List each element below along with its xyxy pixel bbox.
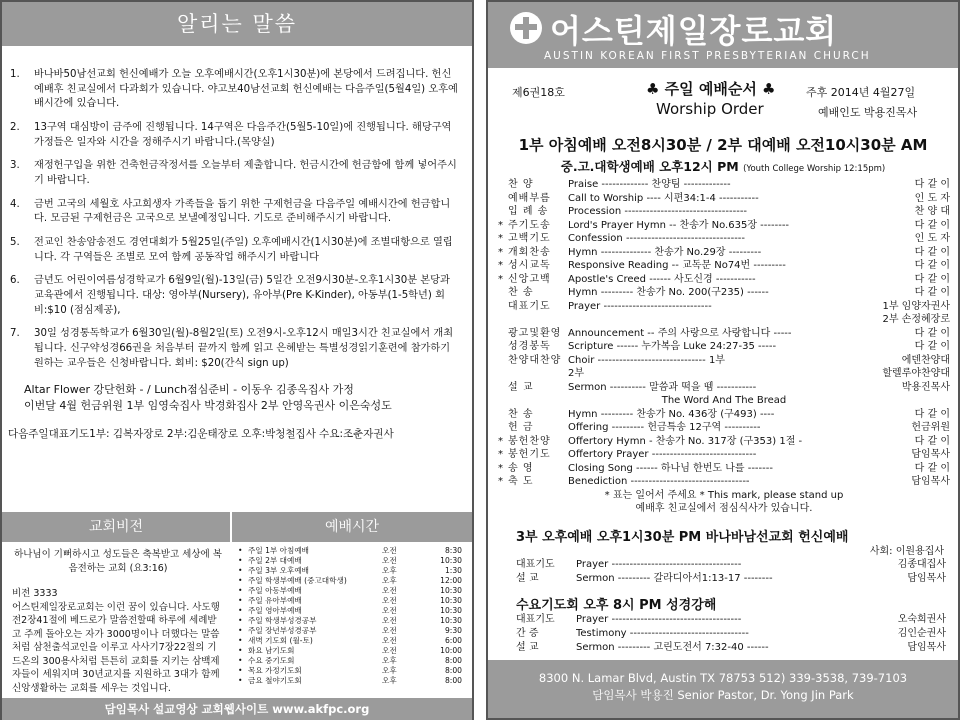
program-item-responsible: 김종대집사 (897, 558, 946, 570)
stand-mark: * (498, 233, 503, 244)
order-row (498, 448, 950, 462)
time-ampm: 오전 (382, 636, 397, 645)
order-item-korean: 예배부름 (508, 192, 551, 204)
bullet-icon: • (238, 626, 243, 635)
order-item-english: Offertory Prayer ----------------------------- (568, 449, 757, 460)
time-value: 10:30 (440, 556, 462, 565)
notice-item (10, 274, 458, 318)
time-value: 6:00 (444, 636, 462, 645)
time-row (238, 576, 468, 586)
wednesday-heading: 수요기도회 오후 8시 PM 성경강해 (516, 597, 717, 613)
program-item-english: Sermon --------- 고린도전서 7:32-40 ------ (576, 641, 769, 653)
order-row (498, 300, 950, 314)
time-ampm: 오전 (382, 546, 397, 555)
order-row (498, 475, 950, 489)
order-row (498, 273, 950, 287)
order-item-korean: 봉헌찬양 (508, 435, 551, 447)
time-value: 10:30 (440, 606, 462, 615)
time-service-name: 금요 철야기도회 (248, 676, 302, 685)
bullet-icon: • (238, 616, 243, 625)
time-row (238, 676, 468, 686)
time-service-name: 주일 2부 대예배 (248, 556, 302, 565)
order-list-part1 (498, 178, 950, 394)
church-header (488, 2, 958, 68)
order-item-responsible: 인 도 자 (914, 233, 950, 244)
stand-mark (498, 327, 508, 341)
order-item-korean: 헌 금 (508, 422, 534, 433)
program-item-responsible: 담임목사 (907, 572, 946, 584)
order-item-english: Confession --------------------------------- (568, 233, 746, 244)
time-row (238, 546, 468, 556)
order-item-responsible: 찬 양 대 (914, 206, 950, 217)
time-row (238, 626, 468, 636)
vision-3333-text: 어스틴제일장로교회는 이런 꿈이 있습니다. 사도행전2장41절에 베드로가 말씀전할때 하루에 세례받고 주께 돌아오는 자가 3000명이나 더했다는 말씀처럼 삼천출석교인을 이루고 사사기7장22절의 기드온의 300용사처럼 튼튼히 교회를 지키는 삼백제자들이 세워지며 30년교지를 지원하고 3대가 함께 신앙생활하는 교회를 세우는 것입니다. (12, 601, 220, 694)
order-row (498, 354, 950, 368)
notice-item (10, 198, 458, 227)
time-value: 10:00 (440, 646, 462, 655)
order-item-korean: 신앙고백 (508, 273, 551, 285)
cross-logo-icon (510, 12, 542, 44)
order-item-korean: 대표기도 (508, 300, 551, 312)
notice-text: 13구역 대심방이 금주에 진행됩니다. 14구역은 다음주간(5월5-10일)에 진행됩니다. 해당구역 가정들은 일자와 시간을 정해주시기 바랍니다.(목양실) (34, 121, 452, 148)
order-item-english: Lord's Prayer Hymn -- 찬송가 No.635장 -------- (568, 219, 790, 231)
time-ampm: 오후 (382, 566, 397, 575)
stand-mark (498, 340, 508, 354)
program-item-english: Sermon --------- 갈라디아서1:13-17 -------- (576, 572, 773, 584)
order-item-english: Choir ------------------------------ 1부 (568, 354, 725, 366)
time-value: 8:00 (444, 656, 462, 665)
stand-mark (498, 300, 508, 314)
stand-mark (498, 408, 508, 422)
stand-mark: * (498, 273, 503, 285)
notice-number: 6. (10, 275, 20, 287)
order-item-responsible: 다 같 이 (914, 219, 950, 231)
notice-list (2, 46, 472, 371)
order-item-responsible: 인 도 자 (914, 192, 950, 204)
time-row (238, 616, 468, 626)
notice-title: 알리는 말씀 (2, 2, 472, 46)
church-contact-footer (488, 660, 958, 718)
order-item-korean: 축 도 (508, 476, 534, 487)
notice-number: 1. (10, 69, 20, 80)
program-row (488, 627, 958, 641)
altar-flower-line: Altar Flower 강단헌화 - / Lunch점심준비 - 이동우 김종옥집사 가정 (24, 383, 354, 397)
order-row (498, 381, 950, 395)
time-service-name: 목요 가정기도회 (248, 666, 302, 675)
worship-order-panel (486, 0, 960, 720)
program-item-responsible: 오숙희권사 (897, 613, 946, 625)
order-item-english: Offering --------- 헌금특송 12구역 ---------- (568, 422, 761, 433)
time-row (238, 636, 468, 646)
notice-item (10, 68, 458, 112)
order-item-responsible: 2부 손정혜장로 (882, 314, 950, 325)
time-service-name: 주일 장년부성경공부 (248, 626, 317, 635)
order-item-responsible: 헌금위원 (911, 422, 950, 433)
order-title: ♣ 주일 예배순서 ♣ (646, 80, 776, 98)
order-item-korean: 송 영 (508, 462, 534, 474)
notice-number: 2. (10, 121, 20, 133)
order-item-english: Responsive Reading -- 교독문 No74번 --------- (568, 260, 786, 271)
order-item-korean: 설 교 (508, 381, 534, 393)
program-item-korean: 설 교 (516, 641, 539, 653)
time-ampm: 오후 (382, 676, 397, 685)
notice-text: 전교인 찬송암송전도 경연대회가 5월25일(주일) 오후예배시간(1시30분)에 조별대항으로 열립니다. 각 구역들은 조별로 모여 함께 공동작업 해주시기 바랍니다 (34, 237, 453, 263)
notice-number: 5. (10, 237, 20, 249)
order-row (498, 259, 950, 273)
order-item-korean: 주기도송 (508, 219, 551, 231)
order-row (498, 178, 950, 192)
bullet-icon: • (238, 636, 243, 645)
bullet-icon: • (238, 586, 243, 595)
time-ampm: 오전 (382, 596, 397, 605)
bullet-icon: • (238, 556, 243, 565)
order-title-english: Worship Order (656, 100, 764, 118)
time-service-name: 주일 3부 오후예배 (248, 566, 310, 575)
time-ampm: 오전 (382, 586, 397, 595)
time-row (238, 606, 468, 616)
time-ampm: 오후 (382, 656, 397, 665)
time-row (238, 646, 468, 656)
order-item-english: Offertory Hymn - 찬송가 No. 317장 (구353) 1절 - (568, 435, 803, 447)
order-item-english: Closing Song ------ 하나님 한번도 나를 ------- (568, 462, 773, 474)
program-item-korean: 간 증 (516, 627, 539, 639)
order-item-english: Announcement -- 주의 사랑으로 사랑합니다 ----- (568, 327, 792, 339)
lunch-note: 예배후 친교실에서 점심식사가 있습니다. (635, 503, 813, 514)
notice-panel (0, 0, 474, 720)
order-item-english: Praise ------------- 찬양팀 ------------- (568, 179, 731, 190)
youth-service-label: 중.고.대학생예배 오후12시 PM (560, 159, 739, 174)
order-item-english: Prayer ------------------------------ (568, 300, 712, 312)
order-item-english: Call to Worship ---- 시편34:1-4 ----------- (568, 192, 759, 204)
worship-leader: 예배인도 박용진목사 (818, 106, 918, 119)
time-ampm: 오전 (382, 626, 397, 635)
notice-item (10, 121, 458, 150)
time-service-name: 수요 중기도회 (248, 656, 295, 665)
time-service-name: 주일 아동부예배 (248, 586, 302, 595)
order-item-responsible: 다 같 이 (914, 341, 950, 352)
church-vision (2, 512, 230, 698)
program-item-english: Testimony --------------------------------- (576, 627, 749, 639)
vision-and-times (2, 512, 472, 720)
time-value: 8:00 (444, 666, 462, 675)
time-ampm: 오전 (382, 616, 397, 625)
church-address: 8300 N. Lamar Blvd, Austin TX 78753 512) 339-3538, 739-7103 (538, 671, 908, 685)
stand-mark (498, 313, 508, 327)
order-row (498, 421, 950, 435)
bullet-icon: • (238, 546, 243, 555)
time-value: 10:30 (440, 616, 462, 625)
stand-mark: * (498, 435, 503, 447)
order-item-responsible: 다 같 이 (914, 179, 950, 190)
order-item-korean: 성경봉독 (508, 341, 551, 352)
program-row (488, 641, 958, 655)
service-date: 주후 2014년 4월27일 (806, 86, 916, 99)
order-row (498, 313, 950, 327)
order-row (498, 246, 950, 260)
order-row (498, 205, 950, 219)
bullet-icon: • (238, 566, 243, 575)
order-item-korean: 봉헌기도 (508, 449, 551, 460)
service-1-2-heading: 1부 아침예배 오전8시30분 / 2부 대예배 오전10시30분 AM (518, 136, 928, 154)
stand-mark: * (498, 246, 503, 258)
notice-number: 3. (10, 160, 20, 172)
order-item-korean: 광고및환영 (508, 327, 562, 339)
order-item-korean: 성시교독 (508, 260, 551, 271)
order-item-english: Apostle's Creed ------ 사도신경 ----------- (568, 273, 756, 285)
notice-item (10, 236, 458, 265)
program-item-responsible: 담임목사 (907, 641, 946, 653)
time-service-name: 주일 학생부성경공부 (248, 616, 317, 625)
notice-text: 바나바50남선교회 헌신예배가 오늘 오후예배시간(오후1시30분)에 본당에서 드려집니다. 헌신예배후 친교실에서 다과회가 있습니다. 야고보40남선교회 헌신예배는 다음주일(5월4일) 오후예배시간에 있습니다. (34, 69, 458, 110)
order-item-responsible: 다 같 이 (914, 462, 950, 474)
order-item-korean: 개회찬송 (508, 246, 551, 258)
time-value: 10:30 (440, 596, 462, 605)
order-list-part2 (498, 408, 950, 489)
time-service-name: 주일 1부 아침예배 (248, 546, 310, 555)
time-service-name: 새벽 기도회 (월-토) (248, 636, 313, 645)
time-service-name: 주일 학생부예배 (중고대학생) (248, 576, 347, 585)
order-item-korean: 찬 송 (508, 408, 534, 420)
wednesday-rows (488, 613, 958, 655)
time-service-name: 주일 영아부예배 (248, 606, 302, 615)
notice-item (10, 159, 458, 188)
stand-mark (498, 421, 508, 435)
order-item-english: Hymn -------------- 찬송가 No.29장 --------- (568, 246, 762, 258)
time-row (238, 566, 468, 576)
order-item-english (568, 313, 868, 327)
order-item-responsible: 1부 임양자권사 (882, 300, 950, 312)
notice-text: 재정헌구입을 위한 건축헌금작정서를 오늘부터 제출합니다. 헌금시간에 헌금함에 함께 넣어주시기 바랍니다. (34, 160, 457, 186)
volume-number: 제6권18호 (512, 86, 565, 99)
time-value: 10:30 (440, 586, 462, 595)
bullet-icon: • (238, 646, 243, 655)
time-value: 8:30 (444, 546, 462, 555)
stand-mark (498, 205, 508, 219)
order-item-responsible: 담임목사 (911, 476, 950, 487)
website-footer[interactable]: 담임목사 설교영상 교회웹사이트 www.akfpc.org (2, 698, 472, 720)
order-item-responsible: 다 같 이 (914, 327, 950, 339)
program-row (488, 572, 958, 586)
time-ampm: 오전 (382, 606, 397, 615)
program-item-english: Prayer ------------------------------------ (576, 558, 742, 570)
program-item-responsible: 김인순권사 (897, 627, 946, 639)
bullet-icon: • (238, 676, 243, 685)
bullet-icon: • (238, 606, 243, 615)
order-row (498, 408, 950, 422)
time-row (238, 656, 468, 666)
stand-mark (498, 286, 508, 300)
order-row (498, 367, 950, 381)
time-value: 12:00 (440, 576, 462, 585)
order-item-responsible: 담임목사 (911, 449, 950, 460)
stand-mark: * (498, 219, 503, 231)
notice-text: 금년도 어린이여름성경학교가 6월9일(월)-13일(금) 5일간 오전9시30분-오후1시30분 본당과 교육관에서 진행됩니다. 대상: 영아부(Nursery), 유아부(Pre K-Kinder), 아동부(1-5학년) 회비:$10 (점심제공), (34, 275, 450, 316)
time-row (238, 666, 468, 676)
church-name-english: AUSTIN KOREAN FIRST PRESBYTERIAN CHURCH (544, 50, 871, 62)
vision-body (2, 542, 230, 695)
time-value: 1:30 (444, 566, 462, 575)
order-item-english: Benediction --------------------------------- (568, 476, 750, 487)
order-item-english: Sermon ---------- 말씀과 떡을 뗌 ----------- (568, 381, 757, 393)
order-row (498, 286, 950, 300)
notice-number: 4. (10, 198, 20, 210)
stand-mark (498, 192, 508, 206)
time-ampm: 오후 (382, 666, 397, 675)
time-row (238, 596, 468, 606)
program-row (488, 558, 958, 572)
vision-title: 교회비전 (2, 512, 230, 542)
program-item-korean: 설 교 (516, 572, 539, 584)
order-item-korean: 찬양대찬양 (508, 354, 562, 366)
order-item-korean (508, 367, 568, 381)
time-ampm: 오전 (382, 646, 397, 655)
vision-verse: 하나님이 기뻐하시고 성도들은 축복받고 세상에 복음전하는 교회 (요3:16) (14, 549, 222, 574)
order-row (498, 192, 950, 206)
youth-service-heading (488, 157, 958, 175)
stand-mark (498, 178, 508, 192)
order-rows (488, 175, 958, 516)
order-row (498, 340, 950, 354)
program-row (488, 613, 958, 627)
time-value: 8:00 (444, 676, 462, 685)
order-item-english: Scripture ------ 누가복음 Luke 24:27-35 ----- (568, 341, 777, 352)
order-row (498, 462, 950, 476)
stand-mark: * (498, 462, 503, 474)
youth-service-english: (Youth College Worship 12:15pm) (743, 164, 886, 174)
order-item-korean: 찬 양 (508, 179, 534, 190)
times-title: 예배시간 (232, 512, 472, 542)
stand-mark: * (498, 260, 503, 271)
order-item-responsible: 다 같 이 (914, 273, 950, 285)
order-row (498, 435, 950, 449)
order-row (498, 219, 950, 233)
order-item-english: 2부 (568, 368, 585, 379)
next-week-prayer: 다음주일대표기도1부: 김복자장로 2부:김운태장로 오후:박청철집사 수요:조춘자권사 (8, 428, 394, 441)
order-item-responsible: 에덴찬양대 (901, 354, 950, 366)
bullet-icon: • (238, 576, 243, 585)
order-item-korean (508, 313, 568, 327)
stand-mark: * (498, 449, 503, 460)
order-item-responsible: 다 같 이 (914, 260, 950, 271)
time-ampm: 오후 (382, 576, 397, 585)
order-item-korean: 입 례 송 (508, 206, 549, 217)
senior-pastor: 담임목사 박용진 Senior Pastor, Dr. Yong Jin Park (592, 688, 854, 702)
bullet-icon: • (238, 666, 243, 675)
stand-mark (498, 367, 508, 381)
order-row (498, 327, 950, 341)
program-item-korean: 대표기도 (516, 558, 555, 570)
times-list (232, 542, 472, 686)
order-item-english: Hymn --------- 찬송가 No. 200(구235) ------ (568, 287, 769, 298)
worship-times (232, 512, 472, 698)
time-service-name: 화요 남기도회 (248, 646, 295, 655)
program-item-korean: 대표기도 (516, 613, 555, 625)
order-item-responsible: 다 같 이 (914, 246, 950, 258)
order-item-english: Hymn --------- 찬송가 No. 436장 (구493) ---- (568, 408, 775, 420)
stand-mark (498, 354, 508, 368)
service-3-heading: 3부 오후예배 오후1시30분 PM 바나바남선교회 헌신예배 (516, 529, 849, 545)
bullet-icon: • (238, 656, 243, 665)
offering-committee-line: 이번달 4월 헌금위원 1부 임영숙집사 박경화집사 2부 안영옥권사 이은숙성도 (24, 399, 392, 413)
order-item-korean: 고백기도 (508, 233, 551, 244)
notice-text: 30일 성경통독학교가 6월30일(월)-8월2일(토) 오전9시-오후12시 매일3시간 친교실에서 개최됩니다. 신구약성경66권을 처음부터 끝까지 함께 읽고 은혜받는 특별성경읽기훈련에 참가하기 원하는 교우들은 신청바랍니다. 회비: $20(간식 sign up) (34, 328, 454, 369)
order-item-responsible: 박용진목사 (901, 381, 950, 393)
service-3-rows (488, 558, 958, 586)
time-ampm: 오전 (382, 556, 397, 565)
notice-text: 금번 고국의 세월호 사고희생자 가족들을 돕기 위한 구제헌금을 다음주일 예배시간에 헌금합니다. 모금된 구제헌금은 고국으로 보낼예정입니다. 기도로 준비해주시기 바랍니다. (34, 198, 451, 225)
order-header (488, 68, 958, 128)
order-item-responsible: 다 같 이 (914, 287, 950, 298)
sermon-title-en: The Word And The Bread (661, 395, 787, 406)
stand-note: * 표는 일어서 주세요 * This mark, please stand up (604, 489, 844, 501)
time-value: 9:30 (444, 626, 462, 635)
stand-mark (498, 381, 508, 395)
order-item-english: Procession ---------------------------------- (568, 206, 748, 217)
notice-number: 7. (10, 328, 20, 340)
service-3-host: 사회: 이원용집사 (869, 545, 944, 557)
order-item-responsible: 할렐루야찬양대 (882, 368, 950, 379)
order-item-responsible: 다 같 이 (914, 408, 950, 420)
vision-3333-title: 비전 3333 (12, 588, 58, 599)
sermon-english-title (498, 394, 950, 408)
church-name-korean: 어스틴제일장로교회 (550, 12, 838, 50)
bullet-icon: • (238, 596, 243, 605)
altar-flower-info (2, 380, 472, 414)
time-row (238, 556, 468, 566)
program-item-english: Prayer ------------------------------------ (576, 613, 742, 625)
order-item-responsible: 다 같 이 (914, 435, 950, 447)
notice-item (10, 327, 458, 371)
order-item-korean: 찬 송 (508, 287, 534, 298)
time-row (238, 586, 468, 596)
order-row (498, 232, 950, 246)
time-service-name: 주일 유아부예배 (248, 596, 302, 605)
stand-mark: * (498, 476, 503, 487)
